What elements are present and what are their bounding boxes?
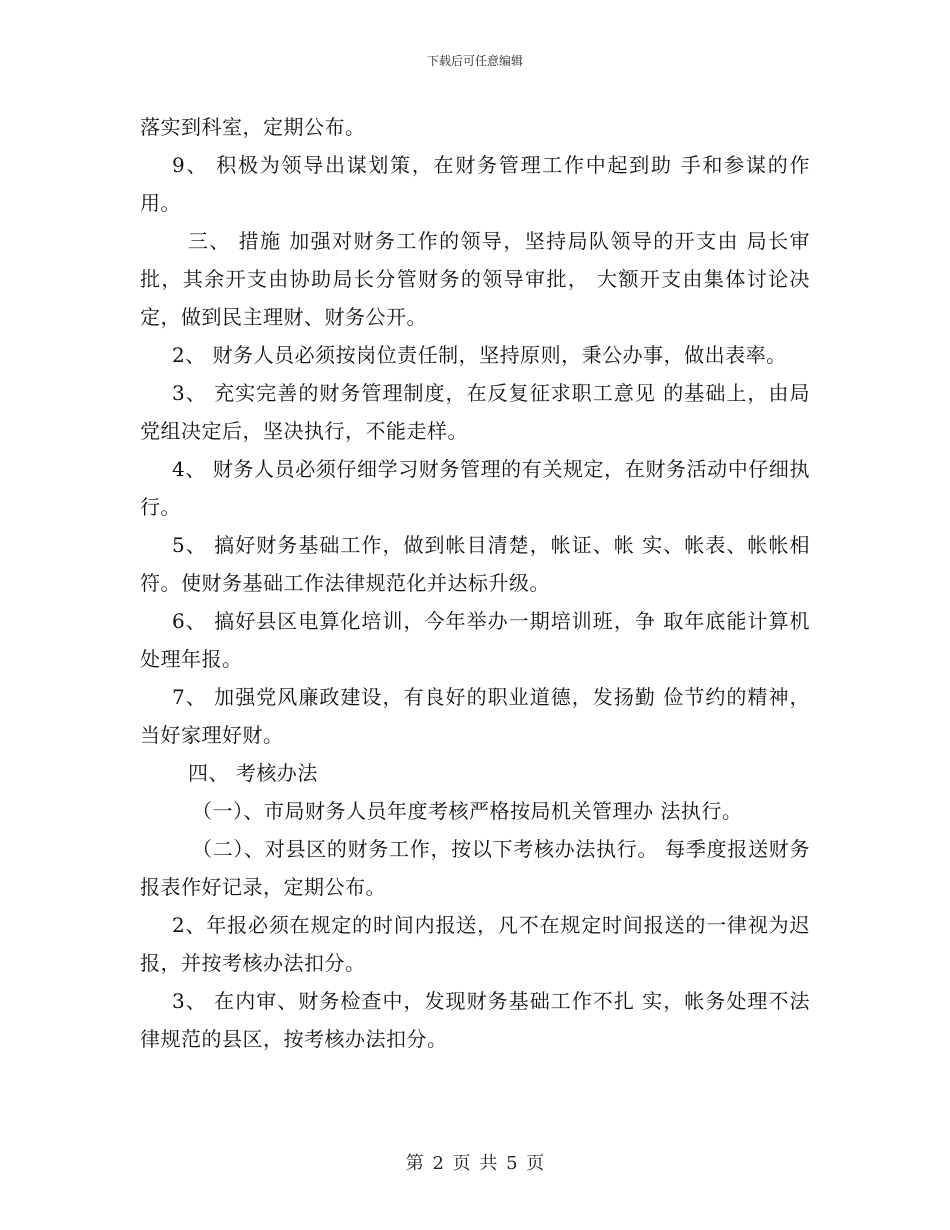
paragraph-section-measures: 三、 措施 加强对财务工作的领导，坚持局队领导的开支由 局长审批，其余开支由协助局长分管财务的领导审批， 大额开支由集体讨论决定，做到民主理财、财务公开。	[140, 229, 810, 329]
page-header-note: 下载后可任意编辑	[426, 54, 523, 68]
page-number-footer: 第 2 页 共 5 页	[405, 1153, 545, 1174]
paragraph-assessment-item-3: 3、 在内审、财务检查中，发现财务基础工作不扎 实，帐务处理不法律规范的县区，按考核办法扣分。	[140, 989, 810, 1051]
paragraph-item-4: 4、 财务人员必须仔细学习财务管理的有关规定，在财务活动中仔细执行。	[140, 457, 810, 519]
paragraph-assessment-item-2: 2、年报必须在规定的时间内报送，凡不在规定时间报送的一律视为迟报，并按考核办法扣分。	[140, 913, 810, 975]
paragraph-item-5: 5、 搞好财务基础工作，做到帐目清楚，帐证、帐 实、帐表、帐帐相符。使财务基础工作法律规范化并达标升级。	[140, 533, 810, 595]
paragraph-item-3: 3、 充实完善的财务管理制度，在反复征求职工意见 的基础上，由局党组决定后，坚决执行，不能走样。	[140, 381, 810, 443]
paragraph-continuation: 落实到科室，定期公布。	[140, 115, 366, 139]
document-body	[140, 108, 810, 1058]
section-heading-assessment: 四、 考核办法	[188, 761, 318, 785]
paragraph-item-7: 7、 加强党风廉政建设，有良好的职业道德，发扬勤 俭节约的精神，当好家理好财。	[140, 685, 810, 747]
paragraph-item-9: 9、 积极为领导出谋划策，在财务管理工作中起到助 手和参谋的作用。	[140, 153, 810, 215]
paragraph-item-2: 2、 财务人员必须按岗位责任制，坚持原则，秉公办事，做出表率。	[172, 343, 787, 367]
paragraph-item-6: 6、 搞好县区电算化培训，今年举办一期培训班，争 取年底能计算机处理年报。	[140, 609, 810, 671]
paragraph-sub-2: （二）、对县区的财务工作，按以下考核办法执行。 每季度报送财务报表作好记录，定期公布。	[140, 837, 810, 899]
paragraph-sub-1: （一）、市局财务人员年度考核严格按局机关管理办 法执行。	[192, 799, 743, 823]
